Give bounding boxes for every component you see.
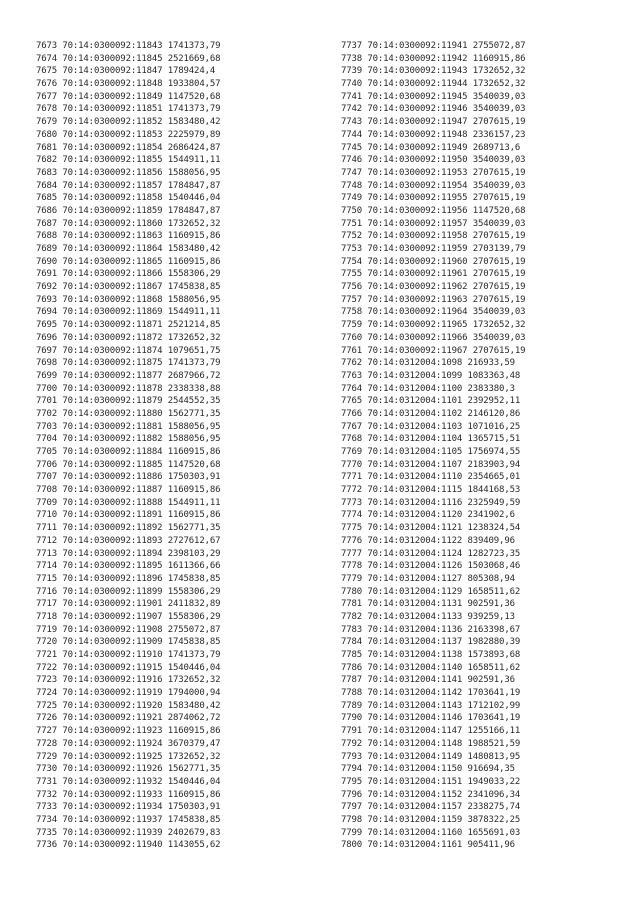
table-row: 7694 70:14:0300092:11869 1544911,11	[36, 307, 221, 318]
table-row: 7778 70:14:0312004:1126 1503068,46	[341, 561, 521, 572]
table-row: 7724 70:14:0300092:11919 1794000,94	[36, 688, 221, 699]
table-row: 7745 70:14:0300092:11949 2689713,6	[341, 142, 521, 153]
table-row: 7740 70:14:0300092:11944 1732652,32	[341, 79, 526, 90]
table-row: 7775 70:14:0312004:1121 1238324,54	[341, 523, 521, 534]
right-column	[341, 40, 525, 852]
table-row: 7720 70:14:0300092:11909 1745838,85	[36, 637, 221, 648]
table-row: 7765 70:14:0312004:1101 2392952,11	[341, 396, 521, 407]
table-row: 7695 70:14:0300092:11871 2521214,85	[36, 320, 221, 331]
table-row: 7716 70:14:0300092:11899 1558306,29	[36, 586, 221, 597]
table-row: 7692 70:14:0300092:11867 1745838,85	[36, 282, 221, 293]
table-row: 7675 70:14:0300092:11847 1789424,4	[36, 66, 216, 77]
table-row: 7755 70:14:0300092:11961 2707615,19	[341, 269, 526, 280]
table-row: 7687 70:14:0300092:11860 1732652,32	[36, 218, 221, 229]
table-row: 7756 70:14:0300092:11962 2707615,19	[341, 282, 526, 293]
table-row: 7726 70:14:0300092:11921 2874062,72	[36, 713, 221, 724]
table-row: 7766 70:14:0312004:1102 2146120,86	[341, 408, 521, 419]
table-row: 7742 70:14:0300092:11946 3540039,03	[341, 104, 526, 115]
table-row: 7693 70:14:0300092:11868 1588056,95	[36, 294, 221, 305]
table-row: 7741 70:14:0300092:11945 3540039,03	[341, 91, 526, 102]
table-row: 7768 70:14:0312004:1104 1365715,51	[341, 434, 521, 445]
table-row: 7788 70:14:0312004:1142 1703641,19	[341, 688, 521, 699]
table-row: 7712 70:14:0300092:11893 2727612,67	[36, 535, 221, 546]
table-row: 7774 70:14:0312004:1120 2341902,6	[341, 510, 515, 521]
table-row: 7759 70:14:0300092:11965 1732652,32	[341, 320, 526, 331]
table-row: 7697 70:14:0300092:11874 1079651,75	[36, 345, 221, 356]
table-row: 7747 70:14:0300092:11953 2707615,19	[341, 167, 526, 178]
table-row: 7739 70:14:0300092:11943 1732652,32	[341, 66, 526, 77]
table-row: 7800 70:14:0312004:1161 905411,96	[341, 840, 515, 851]
table-row: 7771 70:14:0312004:1110 2354665,01	[341, 472, 521, 483]
table-row: 7703 70:14:0300092:11881 1588056,95	[36, 421, 221, 432]
table-row: 7717 70:14:0300092:11901 2411832,89	[36, 599, 221, 610]
table-row: 7710 70:14:0300092:11891 1160915,86	[36, 510, 221, 521]
table-row: 7684 70:14:0300092:11857 1784847,87	[36, 180, 221, 191]
table-row: 7683 70:14:0300092:11856 1588056,95	[36, 167, 221, 178]
table-row: 7781 70:14:0312004:1131 902591,36	[341, 599, 515, 610]
table-row: 7733 70:14:0300092:11934 1750303,91	[36, 802, 221, 813]
table-row: 7750 70:14:0300092:11956 1147520,68	[341, 205, 526, 216]
table-row: 7725 70:14:0300092:11920 1583480,42	[36, 700, 221, 711]
table-row: 7777 70:14:0312004:1124 1282723,35	[341, 548, 521, 559]
table-row: 7713 70:14:0300092:11894 2398103,29	[36, 548, 221, 559]
table-row: 7763 70:14:0312004:1099 1083363,48	[341, 370, 521, 381]
table-row: 7753 70:14:0300092:11959 2703139,79	[341, 244, 526, 254]
left-column	[36, 40, 220, 852]
table-row: 7673 70:14:0300092:11843 1741373,79	[36, 41, 221, 51]
table-row: 7706 70:14:0300092:11885 1147520,68	[36, 459, 221, 470]
table-row: 7796 70:14:0312004:1152 2341096,34	[341, 789, 521, 800]
table-row: 7688 70:14:0300092:11863 1160915,86	[36, 231, 221, 242]
table-row: 7773 70:14:0312004:1116 2325949,59	[341, 497, 521, 508]
table-row: 7674 70:14:0300092:11845 2521669,68	[36, 53, 221, 64]
table-row: 7696 70:14:0300092:11872 1732652,32	[36, 332, 221, 343]
table-row: 7701 70:14:0300092:11879 2544552,35	[36, 396, 221, 407]
table-row: 7718 70:14:0300092:11907 1558306,29	[36, 611, 221, 622]
table-row: 7714 70:14:0300092:11895 1611366,66	[36, 561, 221, 572]
table-row: 7679 70:14:0300092:11852 1583480,42	[36, 117, 221, 128]
table-row: 7793 70:14:0312004:1149 1480813,95	[341, 751, 521, 762]
table-row: 7744 70:14:0300092:11948 2336157,23	[341, 129, 526, 140]
table-row: 7709 70:14:0300092:11888 1544911,11	[36, 497, 221, 508]
table-row: 7678 70:14:0300092:11851 1741373,79	[36, 104, 221, 115]
table-row: 7754 70:14:0300092:11960 2707615,19	[341, 256, 526, 267]
table-row: 7734 70:14:0300092:11937 1745838,85	[36, 814, 221, 825]
table-row: 7731 70:14:0300092:11932 1540446,04	[36, 776, 221, 787]
table-row: 7761 70:14:0300092:11967 2707615,19	[341, 345, 526, 356]
table-row: 7719 70:14:0300092:11908 2755072,87	[36, 624, 221, 635]
table-row: 7746 70:14:0300092:11950 3540039,03	[341, 155, 526, 166]
table-row: 7690 70:14:0300092:11865 1160915,86	[36, 256, 221, 267]
table-row: 7699 70:14:0300092:11877 2687966,72	[36, 370, 221, 381]
table-row: 7764 70:14:0312004:1100 2383380,3	[341, 383, 515, 394]
table-row: 7797 70:14:0312004:1157 2338275,74	[341, 802, 521, 813]
table-row: 7682 70:14:0300092:11855 1544911,11	[36, 155, 221, 166]
table-row: 7760 70:14:0300092:11966 3540039,03	[341, 332, 526, 343]
table-row: 7730 70:14:0300092:11926 1562771,35	[36, 764, 221, 775]
table-row: 7721 70:14:0300092:11910 1741373,79	[36, 650, 221, 660]
table-row: 7779 70:14:0312004:1127 805308,94	[341, 573, 515, 584]
table-row: 7782 70:14:0312004:1133 939259,13	[341, 611, 515, 622]
table-row: 7715 70:14:0300092:11896 1745838,85	[36, 573, 221, 584]
table-row: 7757 70:14:0300092:11963 2707615,19	[341, 294, 526, 305]
table-row: 7698 70:14:0300092:11875 1741373,79	[36, 358, 221, 369]
table-row: 7728 70:14:0300092:11924 3670379,47	[36, 738, 221, 749]
table-row: 7798 70:14:0312004:1159 3878322,25	[341, 814, 521, 825]
table-row: 7767 70:14:0312004:1103 1071016,25	[341, 421, 521, 432]
table-row: 7681 70:14:0300092:11854 2686424,87	[36, 142, 221, 153]
table-row: 7700 70:14:0300092:11878 2338338,88	[36, 383, 221, 394]
table-row: 7738 70:14:0300092:11942 1160915,86	[341, 53, 526, 64]
table-row: 7729 70:14:0300092:11925 1732652,32	[36, 751, 221, 762]
table-row: 7677 70:14:0300092:11849 1147520,68	[36, 91, 221, 102]
table-row: 7748 70:14:0300092:11954 3540039,03	[341, 180, 526, 191]
table-row: 7708 70:14:0300092:11887 1160915,86	[36, 485, 221, 496]
table-row: 7702 70:14:0300092:11880 1562771,35	[36, 408, 221, 419]
table-row: 7722 70:14:0300092:11915 1540446,04	[36, 662, 221, 673]
table-row: 7794 70:14:0312004:1150 916694,35	[341, 764, 515, 775]
table-row: 7680 70:14:0300092:11853 2225979,89	[36, 129, 221, 140]
table-row: 7783 70:14:0312004:1136 2163398,67	[341, 624, 521, 635]
table-row: 7784 70:14:0312004:1137 1982880,39	[341, 637, 521, 648]
table-row: 7792 70:14:0312004:1148 1988521,59	[341, 738, 521, 749]
table-row: 7758 70:14:0300092:11964 3540039,03	[341, 307, 526, 318]
table-row: 7749 70:14:0300092:11955 2707615,19	[341, 193, 526, 204]
table-row: 7737 70:14:0300092:11941 2755072,87	[341, 41, 526, 51]
table-row: 7791 70:14:0312004:1147 1255166,11	[341, 726, 521, 737]
table-row: 7795 70:14:0312004:1151 1949033,22	[341, 776, 521, 787]
table-row: 7785 70:14:0312004:1138 1573893,68	[341, 650, 521, 660]
table-row: 7776 70:14:0312004:1122 839409,96	[341, 535, 515, 546]
table-row: 7770 70:14:0312004:1107 2183903,94	[341, 459, 521, 470]
table-row: 7736 70:14:0300092:11940 1143055,62	[36, 840, 221, 851]
table-row: 7732 70:14:0300092:11933 1160915,86	[36, 789, 221, 800]
table-row: 7799 70:14:0312004:1160 1655691,03	[341, 827, 521, 838]
table-row: 7676 70:14:0300092:11848 1933804,57	[36, 79, 221, 90]
table-row: 7704 70:14:0300092:11882 1588056,95	[36, 434, 221, 445]
table-row: 7691 70:14:0300092:11866 1558306,29	[36, 269, 221, 280]
table-row: 7787 70:14:0312004:1141 902591,36	[341, 675, 515, 686]
table-row: 7705 70:14:0300092:11884 1160915,86	[36, 447, 221, 457]
table-row: 7723 70:14:0300092:11916 1732652,32	[36, 675, 221, 686]
table-row: 7727 70:14:0300092:11923 1160915,86	[36, 726, 221, 737]
table-row: 7752 70:14:0300092:11958 2707615,19	[341, 231, 526, 242]
table-row: 7790 70:14:0312004:1146 1703641,19	[341, 713, 521, 724]
table-row: 7743 70:14:0300092:11947 2707615,19	[341, 117, 526, 128]
table-row: 7711 70:14:0300092:11892 1562771,35	[36, 523, 221, 534]
table-row: 7689 70:14:0300092:11864 1583480,42	[36, 244, 221, 254]
table-row: 7735 70:14:0300092:11939 2402679,83	[36, 827, 221, 838]
table-row: 7769 70:14:0312004:1105 1756974,55	[341, 447, 521, 457]
table-row: 7751 70:14:0300092:11957 3540039,03	[341, 218, 526, 229]
table-row: 7686 70:14:0300092:11859 1784847,87	[36, 205, 221, 216]
table-row: 7685 70:14:0300092:11858 1540446,04	[36, 193, 221, 204]
table-row: 7707 70:14:0300092:11886 1750303,91	[36, 472, 221, 483]
table-row: 7789 70:14:0312004:1143 1712102,99	[341, 700, 521, 711]
table-row: 7762 70:14:0312004:1098 216933,59	[341, 358, 515, 369]
table-row: 7772 70:14:0312004:1115 1844168,53	[341, 485, 521, 496]
table-row: 7780 70:14:0312004:1129 1658511,62	[341, 586, 521, 597]
table-row: 7786 70:14:0312004:1140 1658511,62	[341, 662, 521, 673]
